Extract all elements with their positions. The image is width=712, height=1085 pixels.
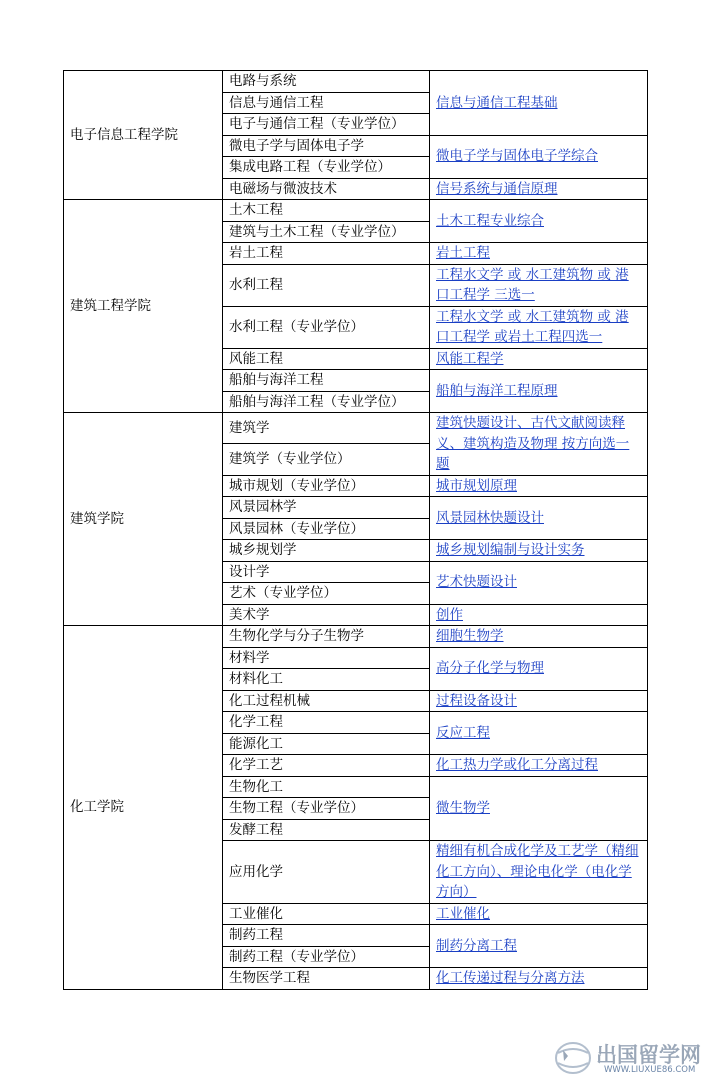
major-name: 电磁场与微波技术 <box>223 178 430 200</box>
exam-course-cell[interactable] <box>430 755 648 777</box>
exam-course-link[interactable]: 反应工程 <box>436 724 490 741</box>
major-name: 水利工程 <box>223 264 430 306</box>
exam-course-cell[interactable] <box>430 903 648 925</box>
major-name: 电子与通信工程（专业学位） <box>223 114 430 136</box>
exam-course-cell[interactable] <box>430 690 648 712</box>
exam-course-link[interactable]: 风景园林快题设计 <box>436 509 544 526</box>
major-name: 水利工程（专业学位） <box>223 306 430 348</box>
major-name: 生物化工 <box>223 776 430 798</box>
exam-course-link[interactable]: 工业催化 <box>436 905 490 922</box>
college-name: 化工学院 <box>64 626 223 990</box>
major-name: 工业催化 <box>223 903 430 925</box>
major-name: 设计学 <box>223 561 430 583</box>
exam-course-cell[interactable] <box>430 135 648 178</box>
major-name: 制药工程 <box>223 925 430 947</box>
major-name: 材料学 <box>223 647 430 669</box>
major-name: 城乡规划学 <box>223 540 430 562</box>
table-row <box>64 413 648 444</box>
exam-course-cell[interactable] <box>430 561 648 604</box>
major-name: 城市规划（专业学位） <box>223 475 430 497</box>
major-name: 材料化工 <box>223 669 430 691</box>
major-name: 土木工程 <box>223 200 430 222</box>
exam-course-link[interactable]: 信号系统与通信原理 <box>436 180 558 197</box>
major-name: 生物医学工程 <box>223 968 430 990</box>
watermark-title: 出国留学网 <box>596 1043 701 1067</box>
exam-course-link[interactable]: 城市规划原理 <box>436 477 517 494</box>
major-name: 化学工艺 <box>223 755 430 777</box>
admission-course-table <box>63 70 648 990</box>
major-name: 建筑学 <box>223 413 430 444</box>
college-name: 建筑工程学院 <box>64 200 223 413</box>
major-name: 生物化学与分子生物学 <box>223 626 430 648</box>
exam-course-link[interactable]: 精细有机合成化学及工艺学（精细化工方向）、理论电化学（电化学方向） <box>436 843 639 900</box>
major-name: 美术学 <box>223 604 430 626</box>
exam-course-cell[interactable] <box>430 841 648 904</box>
table-row <box>64 71 648 93</box>
major-name: 艺术（专业学位） <box>223 583 430 605</box>
exam-course-link[interactable]: 艺术快题设计 <box>436 574 517 591</box>
major-name: 风能工程 <box>223 348 430 370</box>
site-watermark <box>554 1039 704 1077</box>
major-name: 建筑学（专业学位） <box>223 444 430 475</box>
major-name: 信息与通信工程 <box>223 92 430 114</box>
table-row <box>64 200 648 222</box>
exam-course-cell[interactable] <box>430 475 648 497</box>
major-name: 生物工程（专业学位） <box>223 798 430 820</box>
exam-course-cell[interactable] <box>430 647 648 690</box>
exam-course-cell[interactable] <box>430 540 648 562</box>
exam-course-link[interactable]: 风能工程学 <box>436 350 504 367</box>
exam-course-link[interactable]: 创作 <box>436 606 463 623</box>
major-name: 化工过程机械 <box>223 690 430 712</box>
major-name: 集成电路工程（专业学位） <box>223 157 430 179</box>
major-name: 电路与系统 <box>223 71 430 93</box>
exam-course-cell[interactable] <box>430 348 648 370</box>
exam-course-cell[interactable] <box>430 776 648 841</box>
major-name: 船舶与海洋工程 <box>223 370 430 392</box>
exam-course-link[interactable]: 岩土工程 <box>436 245 490 261</box>
table-body <box>64 71 648 990</box>
exam-course-cell[interactable] <box>430 178 648 200</box>
exam-course-cell[interactable] <box>430 200 648 243</box>
exam-course-link[interactable]: 细胞生物学 <box>436 628 504 644</box>
exam-course-link[interactable]: 微生物学 <box>436 800 490 816</box>
exam-course-cell[interactable] <box>430 243 648 265</box>
exam-course-cell[interactable] <box>430 306 648 348</box>
college-name: 建筑学院 <box>64 413 223 626</box>
exam-course-link[interactable]: 过程设备设计 <box>436 692 517 709</box>
exam-course-link[interactable]: 土木工程专业综合 <box>436 212 544 229</box>
table-row <box>64 626 648 648</box>
exam-course-link[interactable]: 微电子学与固体电子学综合 <box>436 148 598 165</box>
exam-course-link[interactable]: 工程水文学 或 水工建筑物 或 港口工程学 或岩土工程四选一 <box>436 308 629 345</box>
exam-course-cell[interactable] <box>430 925 648 968</box>
exam-course-link[interactable]: 高分子化学与物理 <box>436 660 544 677</box>
major-name: 能源化工 <box>223 733 430 755</box>
exam-course-link[interactable]: 工程水文学 或 水工建筑物 或 港口工程学 三选一 <box>436 266 629 303</box>
exam-course-link[interactable]: 建筑快题设计、古代文献阅读释义、建筑构造及物理 按方向选一题 <box>436 415 630 472</box>
exam-course-link[interactable]: 化工传递过程与分离方法 <box>436 970 585 986</box>
exam-course-cell[interactable] <box>430 264 648 306</box>
major-name: 微电子学与固体电子学 <box>223 135 430 157</box>
major-name: 船舶与海洋工程（专业学位） <box>223 391 430 413</box>
exam-course-link[interactable]: 城乡规划编制与设计实务 <box>436 542 585 558</box>
major-name: 发酵工程 <box>223 819 430 841</box>
globe-logo-icon <box>554 1041 592 1075</box>
major-name: 风景园林学 <box>223 497 430 519</box>
exam-course-link[interactable]: 制药分离工程 <box>436 937 517 954</box>
exam-course-cell[interactable] <box>430 712 648 755</box>
major-name: 应用化学 <box>223 841 430 904</box>
exam-course-cell[interactable] <box>430 497 648 540</box>
exam-course-cell[interactable] <box>430 968 648 990</box>
exam-course-link[interactable]: 船舶与海洋工程原理 <box>436 382 558 399</box>
major-name: 风景园林（专业学位） <box>223 518 430 540</box>
exam-course-cell[interactable] <box>430 413 648 476</box>
major-name: 建筑与土木工程（专业学位） <box>223 221 430 243</box>
exam-course-cell[interactable] <box>430 604 648 626</box>
major-name: 化学工程 <box>223 712 430 734</box>
exam-course-cell[interactable] <box>430 71 648 136</box>
exam-course-link[interactable]: 化工热力学或化工分离过程 <box>436 757 598 773</box>
exam-course-cell[interactable] <box>430 370 648 413</box>
college-name: 电子信息工程学院 <box>64 71 223 200</box>
major-name: 岩土工程 <box>223 243 430 265</box>
exam-course-cell[interactable] <box>430 626 648 648</box>
exam-course-link[interactable]: 信息与通信工程基础 <box>436 94 558 111</box>
major-name: 制药工程（专业学位） <box>223 946 430 968</box>
watermark-url: WWW.LIUXUE86.COM <box>604 1065 696 1075</box>
